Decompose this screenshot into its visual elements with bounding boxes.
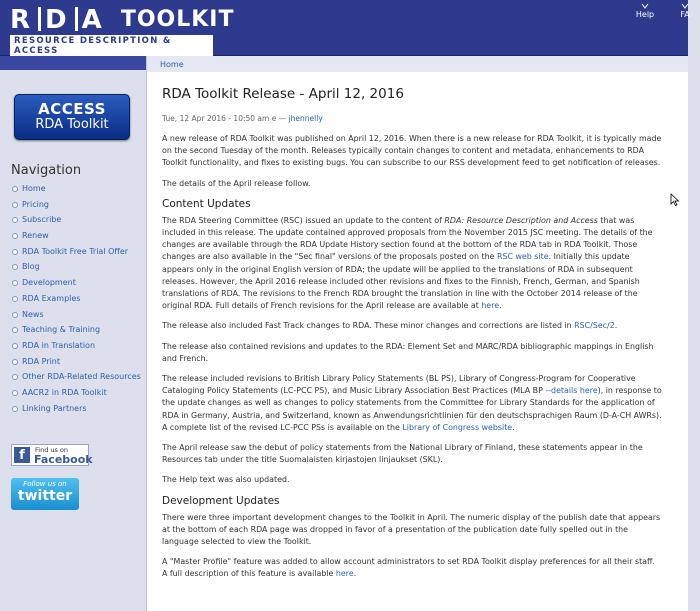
- article-date: Tue, 12 Apr 2016 - 10:50 am e —: [162, 114, 289, 123]
- faq-link[interactable]: [670, 2, 700, 19]
- help-link[interactable]: [630, 2, 660, 19]
- main-content: [146, 72, 688, 611]
- nav-item-teaching-training[interactable]: Teaching & Training: [11, 325, 143, 335]
- article: [162, 86, 662, 589]
- access-button-line1: ACCESS: [38, 100, 106, 118]
- twitter-button[interactable]: [11, 478, 79, 510]
- logo-letter-d: D: [45, 5, 71, 35]
- faq-icon: [680, 2, 690, 10]
- content-paragraph-3: The release also contained revisions and updates to the RDA: Element Set and MARC/RDA bibliographic mappings in English and French.: [162, 341, 654, 363]
- article-title: RDA Toolkit Release - April 12, 2016: [162, 86, 404, 102]
- nav-item-aacr2[interactable]: AACR2 in RDA Toolkit: [11, 388, 143, 398]
- logo-tagline: RESOURCE DESCRIPTION & ACCESS: [10, 35, 213, 57]
- rsc-website-link[interactable]: RSC web site: [496, 252, 549, 262]
- twitter-line2: twitter: [17, 488, 73, 504]
- mouse-cursor-icon: [671, 194, 679, 206]
- nav-item-news[interactable]: News: [11, 310, 143, 320]
- nav-item-rda-print[interactable]: RDA Print: [11, 357, 143, 367]
- nav-item-home[interactable]: Home: [11, 184, 143, 194]
- twitter-line1: Follow us on: [23, 480, 67, 488]
- content-paragraph-5: The April release saw the debut of policy statements from the National Library of Finland, these statements appear in the Resources tab under the title Suomalaisten kirjastojen linjaukset (SKL).: [162, 443, 643, 465]
- nav-item-rda-examples[interactable]: RDA Examples: [11, 294, 143, 304]
- site-header: [0, 0, 688, 56]
- nav-item-rda-in-translation[interactable]: RDA in Translation: [11, 341, 143, 351]
- content-updates-heading: Content Updates: [162, 197, 251, 210]
- french-revisions-link[interactable]: here: [481, 301, 500, 311]
- nav-item-subscribe[interactable]: Subscribe: [11, 215, 143, 225]
- intro-paragraph: A new release of RDA Toolkit was published on April 12, 2016. When there is a new release for RDA Toolkit, it is typically made on the second Tuesday of the month. Releases typically contain changes to content and metadata, enhancements to RDA Toolkit functionality, and fixes to existing bugs. You can subscribe to our RSS development feed to get notification of releases.: [162, 134, 662, 168]
- help-link-label: Help: [635, 10, 655, 19]
- facebook-line2: Facebook: [34, 453, 93, 466]
- logo-letter-r: R: [10, 5, 35, 35]
- navigation-heading: Navigation: [11, 163, 82, 178]
- content-paragraph-1: The RDA Steering Committee (RSC) issued an update to the content of RDA: Resource Description and Access that was included in this release. The update contained approved proposals from the November 2015 JSC meeting. The details of the changes are available through the RDA Update History section found at the bottom of the RDA tab in RDA Toolkit. Those changes are also available in the "Sec final" versions of the proposals posted on the RSC web site. Initially this update appears only in the original English version of RDA; the update will be applied to the translations of RDA in subsequent releases. However, the April 2016 release included other revisions and fixes to the Finnish, French, German, and Spanish translations of RDA. The revisions to the French RDA brought the translation in line with the October 2014 release of the original RDA. Full details of French revisions for the April release are available at here.: [162, 215, 653, 311]
- details-paragraph: The details of the April release follow.: [162, 178, 311, 188]
- rsc-sec-2-link[interactable]: RSC/Sec/2: [574, 321, 615, 331]
- development-paragraph-2: A "Master Profile" feature was added to allow account administrators to set RDA Toolkit display preferences for all their staff. A full description of this feature is available here.: [162, 557, 655, 579]
- nav-item-renew[interactable]: Renew: [11, 231, 143, 241]
- navigation-list: [11, 184, 143, 419]
- nav-item-linking-partners[interactable]: Linking Partners: [11, 404, 143, 414]
- access-button-line2: RDA Toolkit: [35, 117, 109, 132]
- nav-item-development[interactable]: Development: [11, 278, 143, 288]
- content-paragraph-4: The release included revisions to British Library Policy Statements (BL PS), Library of Congress-Program for Cooperative Cataloging Policy Statements (LC-PCC PS), and Music Library Association Best Practices (MLA BP --details here), in response to the update changes as well as changes to policy statements from the Committee for Library Standards for the application of RDA in Germany, Austria, and Switzerland, known as Anwendungsrichtlinien für den deutschsprachigen Raum (D-A-CH AWRs). A complete list of the revised LC-PCC PSs is available on the Library of Congress website.: [162, 374, 662, 432]
- nav-item-blog[interactable]: Blog: [11, 262, 143, 272]
- facebook-line1: Find us on: [35, 446, 69, 454]
- sidebar: [0, 70, 146, 611]
- facebook-icon: f: [14, 447, 30, 463]
- nav-item-pricing[interactable]: Pricing: [11, 200, 143, 210]
- content-paragraph-2: The release also included Fast Track changes to RDA. These minor changes and corrections are listed in RSC/Sec/2.: [162, 321, 618, 331]
- master-profile-link[interactable]: here: [335, 569, 354, 579]
- nav-item-other-resources[interactable]: Other RDA-Related Resources: [11, 372, 143, 382]
- logo-toolkit-text: TOOLKIT: [120, 7, 235, 32]
- content-paragraph-6: The Help text was also updated.: [162, 475, 290, 485]
- help-icon: [640, 2, 650, 10]
- facebook-button[interactable]: [11, 444, 93, 466]
- access-rda-toolkit-button[interactable]: [14, 94, 130, 140]
- mla-details-link[interactable]: --details here: [545, 386, 598, 396]
- article-meta: [162, 114, 662, 123]
- library-of-congress-link[interactable]: Library of Congress website: [402, 422, 513, 432]
- rda-toolkit-logo[interactable]: [10, 6, 234, 57]
- breadcrumb: [146, 56, 688, 72]
- article-author-link[interactable]: jhennelly: [288, 114, 323, 123]
- nav-item-free-trial[interactable]: RDA Toolkit Free Trial Offer: [11, 247, 143, 257]
- breadcrumb-home[interactable]: Home: [160, 60, 184, 69]
- development-paragraph-1: There were three important development changes to the Toolkit in April. The numeric display of the publish date that appears at the bottom of each RDA page was dropped in favor of a presentation of the publication date fully spelled out in the language selected to view the Toolkit.: [162, 512, 661, 547]
- development-updates-heading: Development Updates: [162, 494, 280, 507]
- faq-link-label: FA: [680, 10, 690, 19]
- logo-letter-a: A: [81, 5, 106, 35]
